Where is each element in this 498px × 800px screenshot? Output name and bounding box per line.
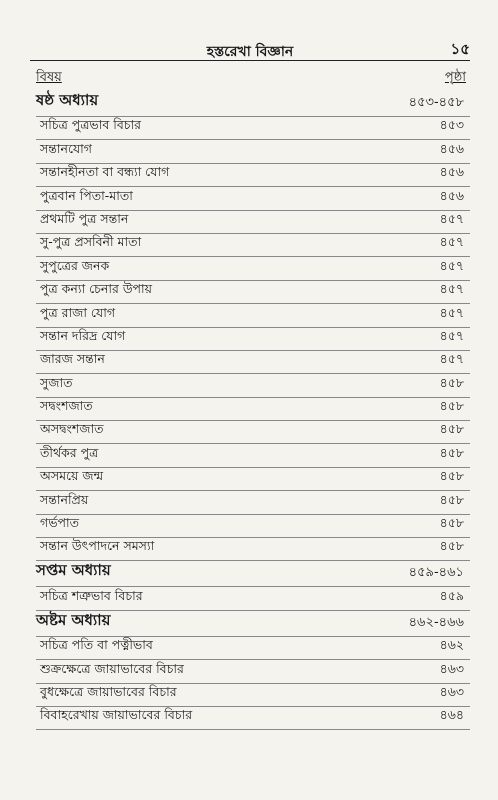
contents-row [30,188,470,211]
header-rule [30,60,470,61]
entry-page: ৪৫৮ [439,468,464,484]
contents-row [30,399,470,422]
entry-title: সুজাত [40,374,73,390]
entry-title: সচিত্র পুত্রভাব বিচার [40,117,142,133]
contents-row [30,445,470,468]
contents-row [30,492,470,515]
chapter-page-range: ৪৫৩-৪৫৮ [408,95,464,110]
entry-title: অসময়ে জন্ম [40,468,104,484]
entry-page: ৪৫৭ [439,210,464,226]
entry-title: সন্তান দরিদ্র যোগ [40,327,126,343]
entry-title: গর্ভপাত [40,515,79,531]
entry-page: ৪৫৮ [439,491,464,507]
contents-row [30,422,470,445]
contents-row [30,165,470,188]
entry-page: ৪৬৩ [439,660,464,676]
entry-title: পুত্র রাজা যোগ [40,304,116,320]
entry-page: ৪৫৬ [439,164,464,180]
entry-title: সুপুত্রের জনক [40,257,110,273]
entry-title: জারজ সন্তান [40,351,105,367]
contents-row [30,375,470,398]
chapter-heading-row [30,562,470,588]
entry-title: সন্তানপ্রিয় [40,491,89,507]
entry-title: সু-পুত্র প্রসবিনী মাতা [40,234,142,250]
entry-page: ৪৫৮ [439,374,464,390]
contents-row [30,329,470,352]
entry-page: ৪৫৮ [439,421,464,437]
entry-title: সচিত্র পতি বা পত্নীভাব [40,637,153,653]
entry-title: অসদ্বংশজাত [40,421,104,437]
entry-page: ৪৬২ [439,637,464,653]
entry-page: ৪৫৩ [439,117,464,133]
page-column-header: পৃষ্ঠা [444,70,466,85]
entry-page: ৪৫৭ [439,257,464,273]
contents-row [30,141,470,164]
contents-row [30,708,470,731]
entry-page: ৪৫৭ [439,327,464,343]
chapter-heading-row [30,612,470,638]
entry-title: প্রথমটি পুত্র সন্তান [40,210,129,226]
entry-title: শুক্রক্ষেত্রে জায়াভাবের বিচার [40,660,184,676]
chapter-title: ষষ্ঠ অধ্যায় [36,91,99,109]
chapter-heading-row [30,92,470,118]
chapter-title: সপ্তম অধ্যায় [36,561,111,580]
entry-title: সদ্বংশজাত [40,398,93,414]
entry-page: ৪৫৬ [439,140,464,156]
entry-page: ৪৫৮ [439,515,464,531]
chapter-page-range: ৪৬২-৪৬৬ [408,614,464,630]
entry-title: বুধক্ষেত্রে জায়াভাবের বিচার [40,683,177,699]
contents-list [30,92,470,731]
contents-row [30,118,470,141]
contents-row [30,212,470,235]
entry-page: ৪৫৮ [439,538,464,554]
contents-row [30,235,470,258]
entry-page: ৪৫৭ [439,234,464,250]
entry-title: বিবাহরেখায় জায়াভাবের বিচার [40,707,193,723]
entry-title: পুত্র কন্যা চেনার উপায় [40,281,153,297]
subject-column-header: বিষয় [36,70,62,85]
entry-title: পুত্রবান পিতা-মাতা [40,187,133,203]
contents-row [30,352,470,375]
entry-title: সন্তানহীনতা বা বন্ধ্যা যোগ [40,164,170,180]
contents-row [30,638,470,661]
entry-page: ৪৫৭ [439,351,464,367]
entry-title: সচিত্র শত্রুভাব বিচার [40,587,143,603]
entry-page: ৪৫৭ [439,281,464,297]
entry-page: ৪৫৭ [439,304,464,320]
contents-row [30,282,470,305]
entry-page: ৪৫৮ [439,444,464,460]
entry-page: ৪৫৮ [439,398,464,414]
entry-page: ৪৬৩ [439,683,464,699]
entry-page: ৪৬৪ [439,707,464,723]
running-title: হস্তরেখা বিজ্ঞান [206,44,294,60]
entry-page: ৪৫৯ [439,587,464,603]
entry-title: তীর্থকর পুত্র [40,444,99,460]
column-headers [30,68,470,88]
contents-row [30,258,470,281]
chapter-page-range: ৪৫৯-৪৬১ [408,565,464,581]
contents-row [30,469,470,492]
contents-row [30,516,470,539]
entry-title: সন্তান উৎপাদনে সমস্যা [40,538,155,554]
chapter-title: অষ্টম অধ্যায় [36,610,111,629]
entry-title: সন্তানযোগ [40,140,92,156]
entry-page: ৪৫৬ [439,187,464,203]
book-page [30,0,470,800]
page-number: ১৫ [450,40,470,58]
running-head [30,40,470,60]
contents-row [30,685,470,708]
contents-row [30,305,470,328]
contents-row [30,661,470,684]
